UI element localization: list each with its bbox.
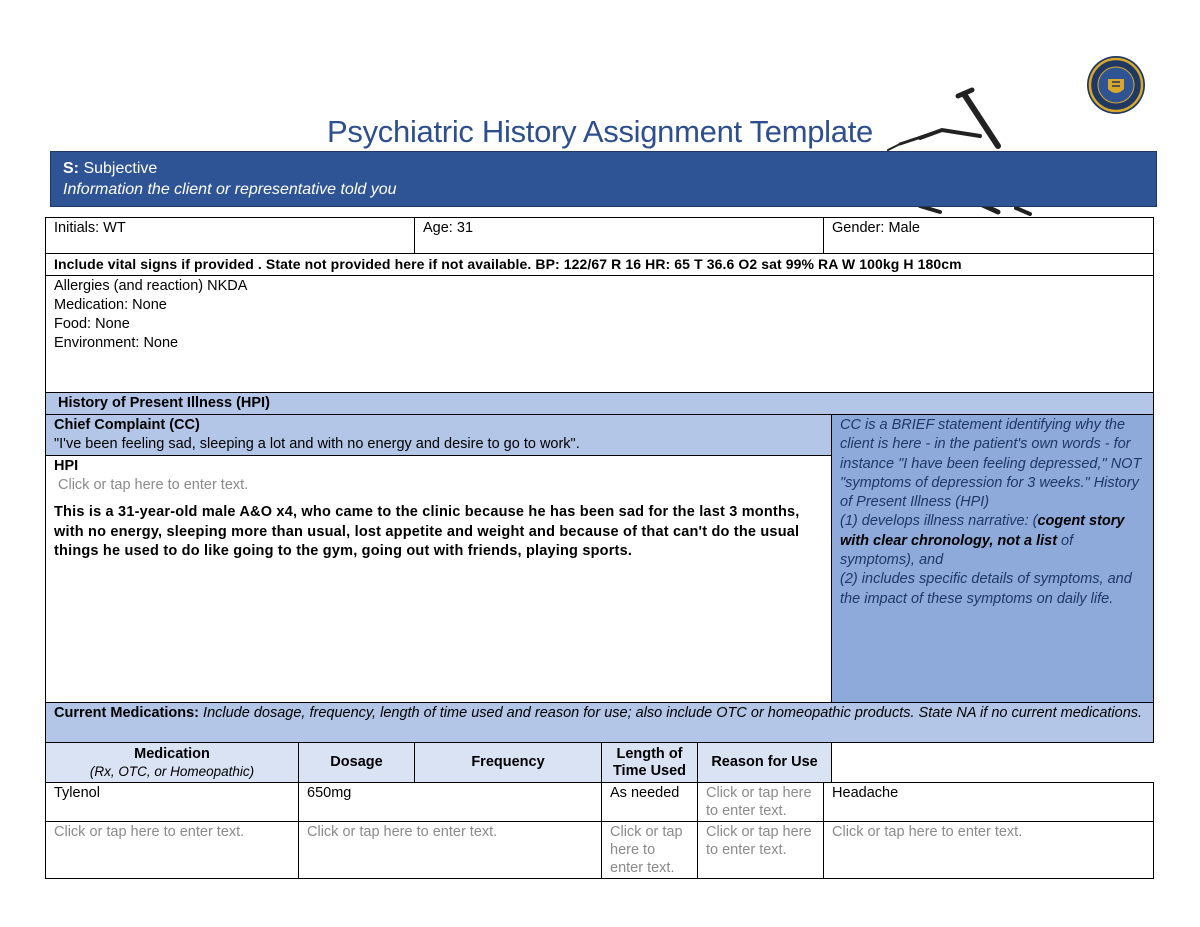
medication-frequency-cell[interactable]: Click or tap here to enter text.	[602, 822, 698, 879]
assignment-form-table	[45, 217, 1154, 879]
allergy-food: Food: None	[54, 316, 130, 332]
hpi-placeholder[interactable]: Click or tap here to enter text.	[58, 477, 249, 493]
medication-row	[46, 783, 1154, 822]
age-cell[interactable]: Age: 31	[415, 218, 824, 254]
gender-value: Male	[888, 220, 920, 236]
chief-complaint-cell[interactable]	[46, 415, 832, 456]
hpi-guidance-note: CC is a BRIEF statement identifying why the client is here - in the patient's own words - for instance "I have been feeling depressed," NOT "symptoms of depression for 3 weeks." History of Present Illness (HPI) (1) develops illness narrative: (cogent story with clear chronology, not a list of symptoms), and (2) includes specific details of symptoms, and the impact of these symptoms on daily life.	[832, 415, 1154, 703]
medication-reason-cell[interactable]: Headache	[824, 783, 1154, 822]
vital-signs-cell[interactable]	[46, 254, 1154, 276]
column-dosage: Dosage	[299, 743, 415, 783]
column-length-of-time: Length of Time Used	[602, 743, 698, 783]
medication-reason-cell[interactable]: Click or tap here to enter text.	[824, 822, 1154, 879]
page-title: Psychiatric History Assignment Template	[327, 114, 873, 149]
medication-dosage-cell[interactable]: 650mg	[299, 783, 602, 822]
hpi-section-header-row	[46, 393, 1154, 415]
subjective-banner	[50, 151, 1157, 207]
allergies-heading: Allergies (and reaction) NKDA	[54, 278, 248, 294]
vital-signs-text: Include vital signs if provided . State not provided here if not available. BP: 122/67 R 16 HR: 65 T 36.6 O2 sat 99% RA W 100kg H 180cm	[54, 256, 962, 272]
subjective-heading: Subjective	[83, 160, 158, 177]
allergies-cell[interactable]	[46, 276, 1154, 393]
age-value: 31	[456, 220, 474, 236]
hpi-narrative: This is a 31-year-old male A&O x4, who came to the clinic because he has been sad for the last 3 months, with no energy, sleeping more than usual, lost appetite and weight and because of that can't do the usual things he used to do like going to the gym, going out with friends, playing sports.	[54, 504, 800, 559]
subjective-subtitle: Information the client or representative told you	[63, 181, 397, 198]
hpi-cell[interactable]	[46, 456, 832, 703]
medication-row	[46, 822, 1154, 879]
medication-columns-row	[46, 743, 1154, 783]
medication-frequency-cell[interactable]: As needed	[602, 783, 698, 822]
chief-complaint-heading: Chief Complaint (CC)	[54, 417, 200, 433]
vitals-row	[46, 254, 1154, 276]
chief-complaint-row	[46, 415, 1154, 456]
initials-cell[interactable]: Initials: WT	[46, 218, 415, 254]
allergy-medication: Medication: None	[54, 297, 167, 313]
hpi-heading: HPI	[54, 458, 79, 474]
chief-complaint-text: "I've been feeling sad, sleeping a lot and with no energy and desire to go to work".	[54, 436, 580, 452]
column-frequency: Frequency	[415, 743, 602, 783]
current-medications-cell	[46, 703, 1154, 743]
medication-dosage-cell[interactable]: Click or tap here to enter text.	[299, 822, 602, 879]
medication-length-cell[interactable]: Click or tap here to enter text.	[698, 783, 824, 822]
initials-value: WT	[103, 220, 126, 236]
current-medications-instructions: Include dosage, frequency, length of time used and reason for use; also include OTC or homeopathic products. State NA if no current medications.	[199, 705, 1143, 721]
demographics-row	[46, 218, 1154, 254]
allergies-row	[46, 276, 1154, 393]
subjective-label: S:	[63, 160, 79, 177]
allergy-environment: Environment: None	[54, 335, 179, 351]
medication-name-cell[interactable]: Tylenol	[46, 783, 299, 822]
gender-cell[interactable]: Gender: Male	[824, 218, 1154, 254]
column-reason: Reason for Use	[698, 743, 832, 783]
column-medication: Medication (Rx, OTC, or Homeopathic)	[46, 743, 299, 783]
medication-name-cell[interactable]: Click or tap here to enter text.	[46, 822, 299, 879]
university-seal-icon	[1086, 55, 1146, 115]
medications-header-row	[46, 703, 1154, 743]
current-medications-heading: Current Medications:	[54, 705, 200, 721]
hpi-section-heading: History of Present Illness (HPI)	[46, 393, 1154, 415]
medication-length-cell[interactable]: Click or tap here to enter text.	[698, 822, 824, 879]
